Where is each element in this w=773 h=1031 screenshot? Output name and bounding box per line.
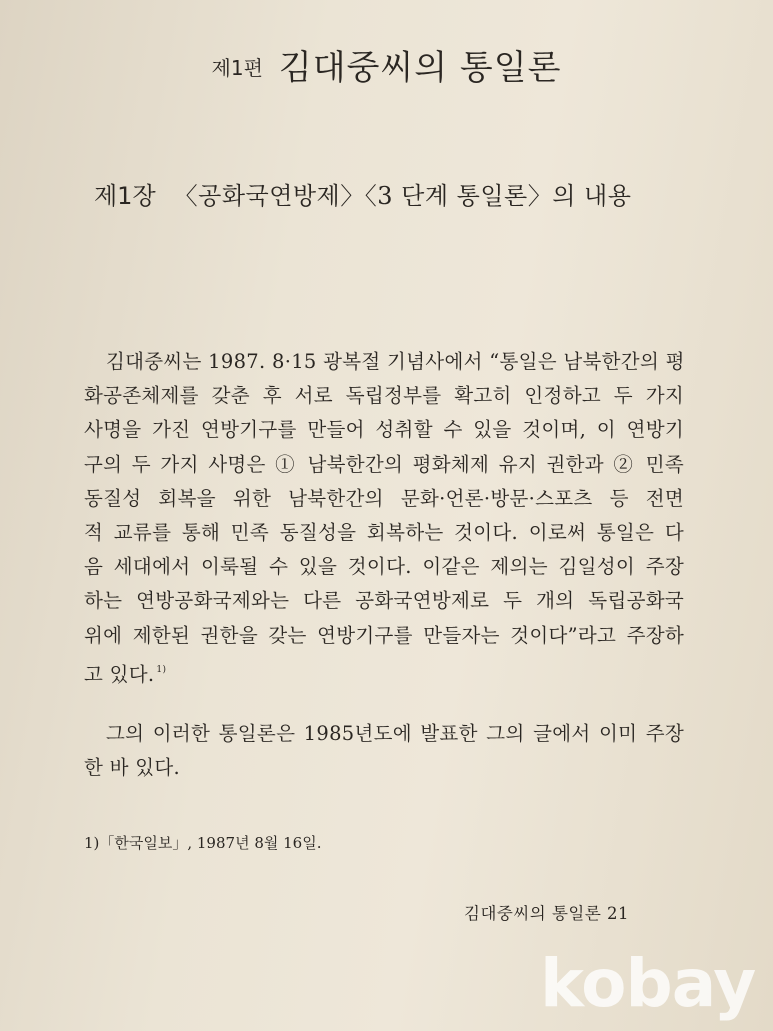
text-line: 그의 이러한 통일론은 1985년도에 발표한 그의 글에서 이미 주장 bbox=[106, 722, 684, 745]
footnote-reference: 1) bbox=[156, 664, 167, 675]
text-line: 구의 두 가지 사명은 ① 남북한간의 평화체제 유지 권한과 ② 민족 bbox=[84, 452, 684, 476]
paragraph-2 bbox=[84, 717, 684, 785]
part-label: 제1편 bbox=[211, 56, 263, 80]
footnote: 1)「한국일보」, 1987년 8월 16일. bbox=[84, 834, 322, 852]
chapter-heading-text: 〈공화국연방제〉〈3 단계 통일론〉의 내용 bbox=[173, 182, 632, 210]
text-line: 화공존체제를 갖춘 후 서로 독립정부를 확고히 인정하고 두 가지 bbox=[84, 384, 684, 408]
text-line: 음 세대에서 이룩될 수 있을 것이다. 이같은 제의는 김일성이 주장 bbox=[84, 555, 684, 579]
part-title bbox=[0, 40, 773, 89]
text-line: 김대중씨는 1987. 8·15 광복절 기념사에서 “통일은 남북한간의 평 bbox=[106, 350, 685, 373]
text-line: 한 바 있다. bbox=[84, 756, 181, 780]
text-line: 사명을 가진 연방기구를 만들어 성취할 수 있을 것이며, 이 연방기 bbox=[84, 418, 684, 442]
chapter-label: 제1장 bbox=[94, 182, 156, 210]
text-line-final bbox=[84, 653, 684, 687]
paragraph-1 bbox=[84, 345, 684, 687]
text-line: 적 교류를 통해 민족 동질성을 회복하는 것이다. 이로써 통일은 다 bbox=[84, 520, 684, 544]
text-line: 위에 제한된 권한을 갖는 연방기구를 만들자는 것이다”라고 주장하 bbox=[84, 623, 684, 647]
part-name: 김대중씨의 통일론 bbox=[278, 48, 562, 88]
text-line-final-text: 고 있다. bbox=[84, 662, 155, 686]
chapter-title bbox=[94, 176, 734, 211]
watermark-logo: kobay bbox=[540, 945, 756, 1022]
running-footer-page-number: 김대중씨의 통일론 21 bbox=[464, 904, 629, 923]
text-line: 하는 연방공화국제와는 다른 공화국연방제로 두 개의 독립공화국 bbox=[84, 589, 684, 613]
text-line: 동질성 회복을 위한 남북한간의 문화·언론·방문·스포츠 등 전면 bbox=[84, 486, 684, 510]
